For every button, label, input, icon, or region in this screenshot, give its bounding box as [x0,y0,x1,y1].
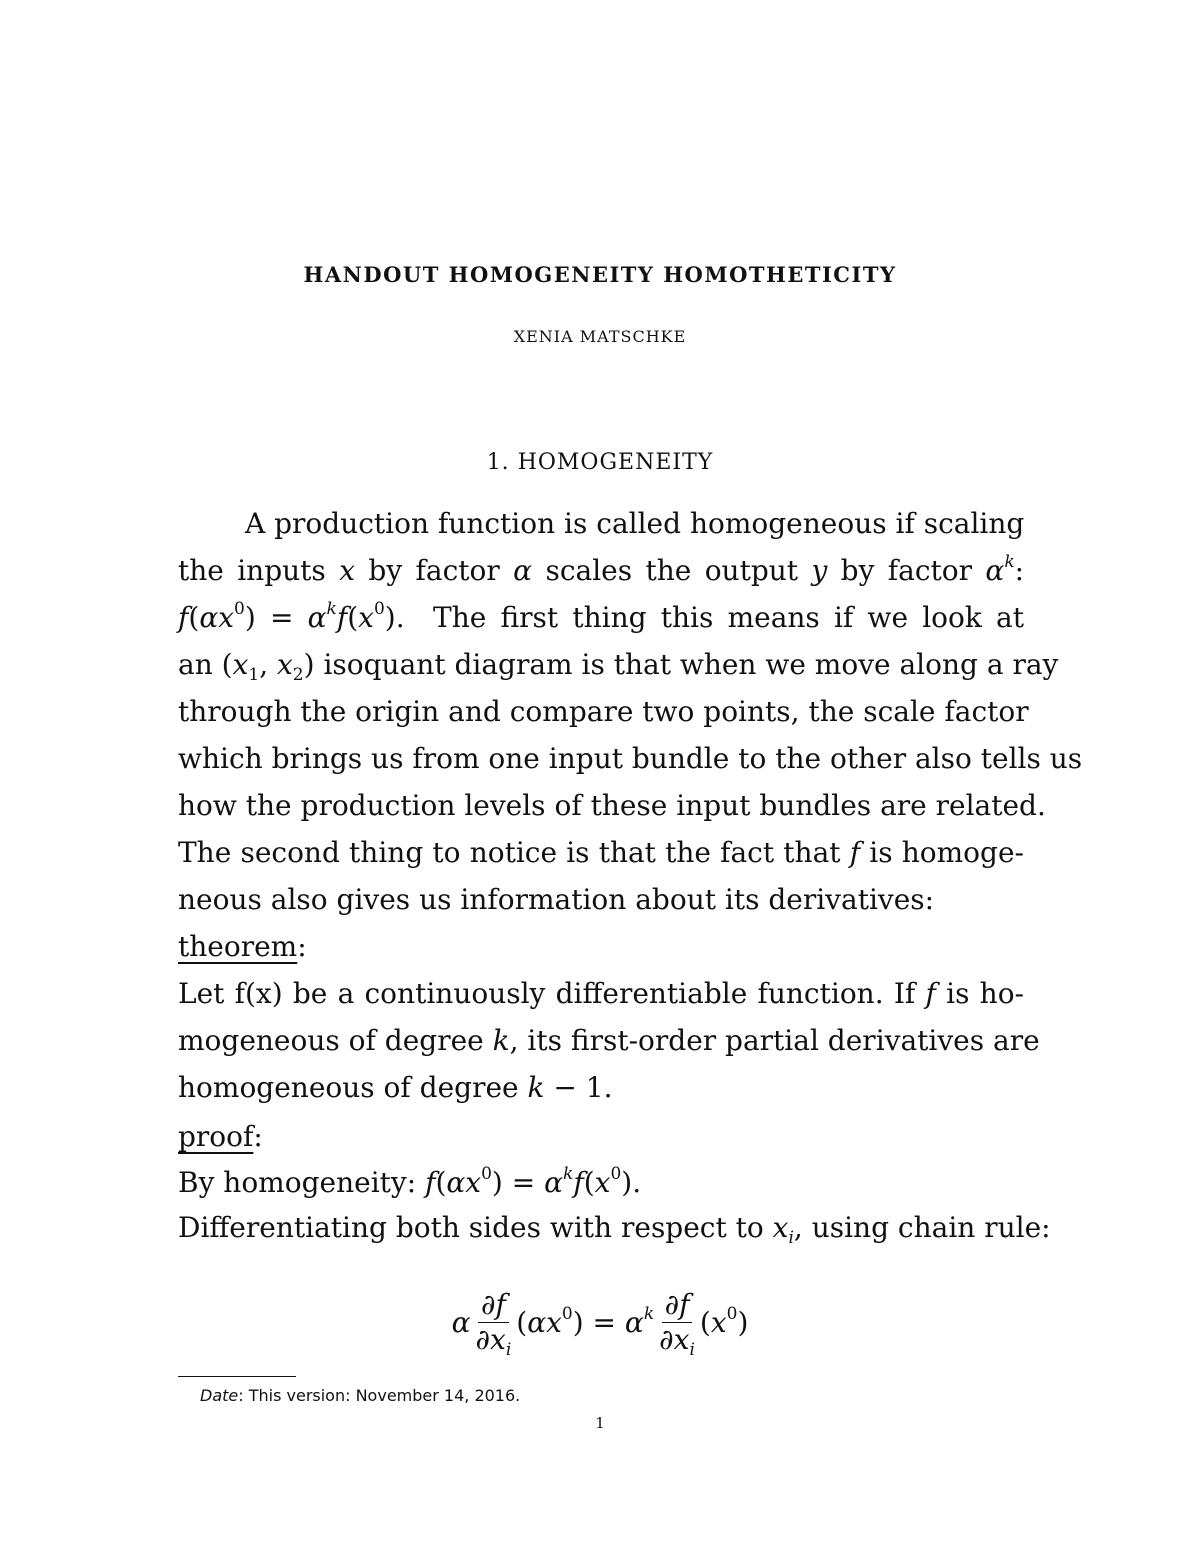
fraction: $\frac{\partial f}{\partial x_i}$ [475,1287,512,1360]
paragraph-line-9: neous also gives us information about its derivatives: [178,883,935,916]
display-equation: α $\frac{\partial f}{\partial x_i}$ $(\alpha x^0) = \alpha^k$ $\frac{\partial f}{\partial x_i}$ $(x^0)$ [451,1287,749,1360]
paragraph-line-7: how the production levels of these input bundles are related. [178,789,1046,822]
theorem-line-1: Let f(x) be a continuously differentiable function. If f is ho- [178,977,1025,1010]
section-number: 1. [486,450,510,475]
paper-title: HANDOUT HOMOGENEITY HOMOTHETICITY [303,262,897,287]
theorem-label: theorem: [178,930,307,963]
proof-line-1: By homogeneity: $f(\alpha x^0) = \alpha^kf(x^0)$. [178,1164,642,1199]
paragraph-line-5: through the origin and compare two points, the scale factor [178,695,1029,728]
fraction: $\frac{\partial f}{\partial x_i}$ [659,1287,695,1360]
paragraph-line-2: the inputs x by factor α scales the output y by factor $\alpha^k$: [178,552,1025,587]
paragraph-line-1: A production function is called homogeneous if scaling [245,507,1025,540]
paragraph-line-3: $f(\alpha x^0) = \alpha^kf(x^0)$. The first thing this means if we look at [178,599,1025,634]
footnote: Date: This version: November 14, 2016. [200,1386,521,1405]
proof-line-2: Differentiating both sides with respect to $x_i$, using chain rule: [178,1211,1051,1248]
proof-label: proof: [178,1120,263,1153]
page-number: 1 [595,1414,605,1432]
paragraph-line-8: The second thing to notice is that the fact that f is homoge- [178,836,1024,869]
theorem-line-3: homogeneous of degree k − 1. [178,1071,613,1104]
paragraph-line-6: which brings us from one input bundle to the other also tells us [178,742,1083,775]
paragraph-line-4: an ($x_1$, $x_2$) isoquant diagram is that when we move along a ray [178,648,1059,685]
footnote-rule [178,1376,296,1377]
section-title: HOMOGENEITY [517,450,714,475]
paper-author: XENIA MATSCHKE [513,327,687,346]
section-heading [0,450,1200,475]
theorem-line-2: mogeneous of degree k, its first-order partial derivatives are [178,1024,1040,1057]
